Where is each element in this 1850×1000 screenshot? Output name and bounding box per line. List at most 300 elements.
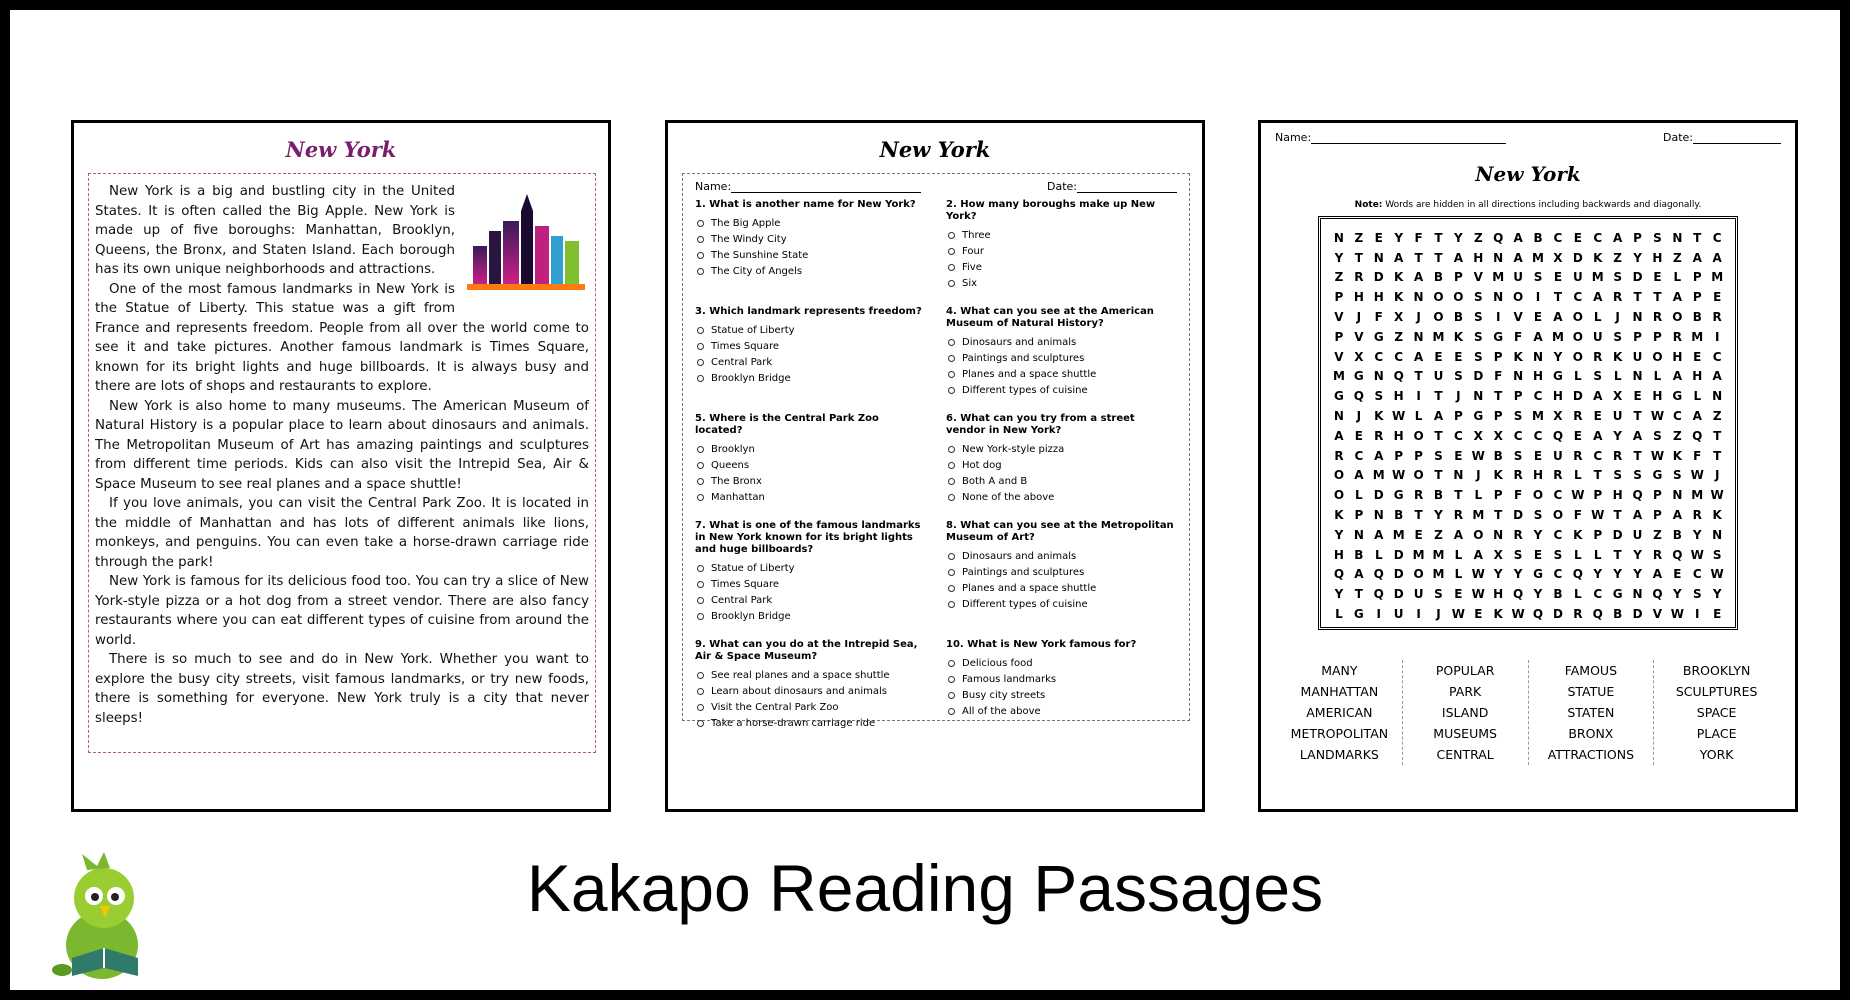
grid-letter[interactable]: A bbox=[1473, 547, 1483, 562]
grid-letter[interactable]: Y bbox=[1633, 567, 1642, 582]
grid-letter[interactable]: B bbox=[1394, 508, 1404, 523]
grid-letter[interactable]: S bbox=[1653, 230, 1662, 245]
grid-letter[interactable]: T bbox=[1414, 250, 1423, 265]
answer-option[interactable]: Famous landmarks bbox=[948, 674, 1177, 686]
grid-letter[interactable]: P bbox=[1633, 230, 1642, 245]
grid-letter[interactable]: V bbox=[1354, 329, 1364, 344]
grid-letter[interactable]: W bbox=[1650, 448, 1665, 463]
grid-letter[interactable]: Y bbox=[1553, 349, 1563, 364]
grid-letter[interactable]: M bbox=[1492, 270, 1505, 285]
grid-letter[interactable]: U bbox=[1572, 270, 1583, 285]
grid-letter[interactable]: W bbox=[1392, 468, 1406, 483]
grid-letter[interactable]: O bbox=[1572, 349, 1583, 364]
grid-letter[interactable]: C bbox=[1573, 290, 1583, 305]
grid-letter[interactable]: H bbox=[1532, 369, 1544, 384]
grid-letter[interactable]: N bbox=[1353, 527, 1364, 542]
grid-letter[interactable]: J bbox=[1615, 310, 1620, 325]
grid-letter[interactable]: Z bbox=[1354, 230, 1364, 245]
grid-letter[interactable]: Y bbox=[1493, 567, 1503, 582]
grid-letter[interactable]: Y bbox=[1513, 567, 1523, 582]
grid-letter[interactable]: Y bbox=[1334, 527, 1344, 542]
grid-letter[interactable]: A bbox=[1712, 250, 1722, 265]
grid-letter[interactable]: K bbox=[1374, 409, 1384, 424]
grid-letter[interactable]: H bbox=[1393, 428, 1404, 443]
grid-letter[interactable]: B bbox=[1692, 310, 1702, 325]
grid-letter[interactable]: S bbox=[1633, 468, 1642, 483]
grid-letter[interactable]: M bbox=[1532, 250, 1544, 265]
grid-letter[interactable]: R bbox=[1712, 310, 1722, 325]
grid-letter[interactable]: A bbox=[1354, 468, 1364, 483]
grid-letter[interactable]: T bbox=[1633, 290, 1642, 305]
grid-letter[interactable]: X bbox=[1613, 389, 1623, 404]
grid-letter[interactable]: W bbox=[1451, 607, 1466, 622]
answer-option[interactable]: Four bbox=[948, 246, 1177, 258]
grid-letter[interactable]: A bbox=[1433, 409, 1444, 424]
grid-letter[interactable]: N bbox=[1672, 488, 1683, 503]
grid-letter[interactable]: A bbox=[1652, 567, 1663, 582]
grid-letter[interactable]: A bbox=[1593, 290, 1603, 305]
grid-letter[interactable]: T bbox=[1494, 389, 1503, 404]
grid-letter[interactable]: I bbox=[1416, 389, 1421, 404]
grid-letter[interactable]: C bbox=[1513, 428, 1523, 443]
grid-letter[interactable]: N bbox=[1413, 290, 1424, 305]
grid-letter[interactable]: A bbox=[1513, 230, 1523, 245]
grid-letter[interactable]: Q bbox=[1513, 587, 1524, 602]
grid-letter[interactable]: I bbox=[1376, 607, 1381, 622]
grid-letter[interactable]: O bbox=[1413, 428, 1424, 443]
grid-letter[interactable]: Y bbox=[1613, 428, 1622, 443]
grid-letter[interactable]: R bbox=[1513, 468, 1523, 483]
answer-option[interactable]: Dinosaurs and animals bbox=[948, 337, 1177, 349]
grid-letter[interactable]: X bbox=[1493, 428, 1503, 443]
grid-letter[interactable]: U bbox=[1393, 607, 1404, 622]
grid-letter[interactable]: S bbox=[1513, 409, 1523, 424]
answer-option[interactable]: The City of Angels bbox=[697, 266, 926, 278]
grid-letter[interactable]: B bbox=[1433, 270, 1444, 285]
grid-letter[interactable]: F bbox=[1514, 329, 1523, 344]
grid-letter[interactable]: N bbox=[1672, 230, 1683, 245]
grid-letter[interactable]: R bbox=[1613, 290, 1623, 305]
grid-letter[interactable]: K bbox=[1394, 270, 1404, 285]
grid-letter[interactable]: H bbox=[1393, 389, 1404, 404]
grid-letter[interactable]: I bbox=[1714, 329, 1720, 344]
grid-letter[interactable]: T bbox=[1613, 547, 1622, 562]
answer-option[interactable]: Brooklyn bbox=[697, 444, 926, 456]
grid-letter[interactable]: T bbox=[1633, 448, 1642, 463]
answer-option[interactable]: Different types of cuisine bbox=[948, 599, 1177, 611]
grid-letter[interactable]: K bbox=[1593, 250, 1603, 265]
grid-letter[interactable]: G bbox=[1473, 409, 1484, 424]
grid-letter[interactable]: Q bbox=[1333, 567, 1345, 582]
grid-letter[interactable]: D bbox=[1632, 607, 1643, 622]
grid-letter[interactable]: S bbox=[1593, 369, 1603, 384]
grid-letter[interactable]: S bbox=[1712, 547, 1722, 562]
grid-letter[interactable]: M bbox=[1432, 329, 1445, 344]
grid-letter[interactable]: A bbox=[1413, 270, 1424, 285]
grid-letter[interactable]: J bbox=[1436, 607, 1441, 622]
grid-letter[interactable]: H bbox=[1552, 389, 1563, 404]
grid-letter[interactable]: W bbox=[1591, 508, 1605, 523]
grid-letter[interactable]: T bbox=[1434, 428, 1443, 443]
name-line[interactable] bbox=[731, 192, 921, 193]
grid-letter[interactable]: C bbox=[1593, 587, 1603, 602]
grid-letter[interactable]: H bbox=[1692, 369, 1703, 384]
grid-letter[interactable]: F bbox=[1414, 230, 1423, 245]
grid-letter[interactable]: Y bbox=[1613, 567, 1622, 582]
grid-letter[interactable]: O bbox=[1433, 290, 1444, 305]
grid-letter[interactable]: A bbox=[1334, 428, 1344, 443]
grid-letter[interactable]: Y bbox=[1454, 230, 1463, 245]
grid-letter[interactable]: L bbox=[1335, 607, 1343, 622]
grid-letter[interactable]: R bbox=[1613, 448, 1623, 463]
grid-letter[interactable]: T bbox=[1693, 230, 1702, 245]
grid-letter[interactable]: W bbox=[1690, 547, 1704, 562]
grid-letter[interactable]: Q bbox=[1652, 587, 1663, 602]
grid-letter[interactable]: A bbox=[1374, 448, 1384, 463]
grid-letter[interactable]: V bbox=[1334, 349, 1344, 364]
grid-letter[interactable]: O bbox=[1532, 488, 1544, 503]
answer-option[interactable]: Six bbox=[948, 278, 1177, 290]
grid-letter[interactable]: O bbox=[1572, 310, 1583, 325]
grid-letter[interactable]: P bbox=[1653, 508, 1662, 523]
grid-letter[interactable]: U bbox=[1592, 329, 1603, 344]
grid-letter[interactable]: R bbox=[1553, 468, 1563, 483]
grid-letter[interactable]: C bbox=[1533, 389, 1543, 404]
grid-letter[interactable]: P bbox=[1493, 409, 1503, 424]
grid-letter[interactable]: W bbox=[1670, 607, 1684, 622]
grid-letter[interactable]: A bbox=[1632, 428, 1643, 443]
grid-letter[interactable]: C bbox=[1453, 428, 1463, 443]
answer-option[interactable]: Times Square bbox=[697, 341, 926, 353]
answer-option[interactable]: Paintings and sculptures bbox=[948, 353, 1177, 365]
grid-letter[interactable]: W bbox=[1511, 607, 1525, 622]
grid-letter[interactable]: O bbox=[1513, 290, 1524, 305]
grid-letter[interactable]: E bbox=[1354, 428, 1363, 443]
grid-letter[interactable]: N bbox=[1333, 230, 1344, 245]
answer-option[interactable]: The Windy City bbox=[697, 234, 926, 246]
grid-letter[interactable]: W bbox=[1392, 409, 1406, 424]
grid-letter[interactable]: S bbox=[1533, 508, 1543, 523]
grid-letter[interactable]: R bbox=[1413, 488, 1424, 503]
grid-letter[interactable]: M bbox=[1432, 547, 1445, 562]
grid-letter[interactable]: P bbox=[1334, 290, 1344, 305]
grid-letter[interactable]: V bbox=[1513, 310, 1523, 325]
grid-letter[interactable]: N bbox=[1513, 369, 1524, 384]
grid-letter[interactable]: H bbox=[1333, 547, 1344, 562]
grid-letter[interactable]: V bbox=[1473, 270, 1483, 285]
grid-letter[interactable]: S bbox=[1613, 270, 1622, 285]
grid-letter[interactable]: P bbox=[1653, 329, 1662, 344]
answer-option[interactable]: Statue of Liberty bbox=[697, 563, 926, 575]
grid-letter[interactable]: W bbox=[1571, 488, 1585, 503]
grid-letter[interactable]: E bbox=[1454, 448, 1463, 463]
grid-letter[interactable]: U bbox=[1553, 448, 1563, 463]
grid-letter[interactable]: W bbox=[1471, 448, 1485, 463]
grid-letter[interactable]: E bbox=[1713, 607, 1722, 622]
grid-letter[interactable]: A bbox=[1672, 508, 1682, 523]
grid-letter[interactable]: M bbox=[1332, 369, 1345, 384]
grid-letter[interactable]: Q bbox=[1692, 428, 1703, 443]
grid-letter[interactable]: D bbox=[1393, 547, 1404, 562]
grid-letter[interactable]: Y bbox=[1334, 587, 1344, 602]
grid-letter[interactable]: L bbox=[1593, 547, 1602, 562]
grid-letter[interactable]: A bbox=[1672, 290, 1682, 305]
grid-letter[interactable]: E bbox=[1454, 587, 1463, 602]
grid-letter[interactable]: T bbox=[1454, 488, 1463, 503]
answer-option[interactable]: Central Park bbox=[697, 595, 926, 607]
grid-letter[interactable]: A bbox=[1692, 250, 1702, 265]
date-line[interactable] bbox=[1693, 143, 1781, 144]
grid-letter[interactable]: M bbox=[1532, 409, 1544, 424]
grid-letter[interactable]: J bbox=[1416, 310, 1421, 325]
answer-option[interactable]: Visit the Central Park Zoo bbox=[697, 702, 926, 714]
grid-letter[interactable]: T bbox=[1434, 468, 1443, 483]
grid-letter[interactable]: J bbox=[1714, 468, 1720, 483]
answer-option[interactable]: Dinosaurs and animals bbox=[948, 551, 1177, 563]
grid-letter[interactable]: O bbox=[1433, 310, 1444, 325]
grid-letter[interactable]: J bbox=[1456, 389, 1461, 404]
grid-letter[interactable]: X bbox=[1553, 250, 1563, 265]
answer-option[interactable]: Brooklyn Bridge bbox=[697, 373, 926, 385]
grid-letter[interactable]: O bbox=[1552, 508, 1564, 523]
grid-letter[interactable]: A bbox=[1453, 527, 1464, 542]
grid-letter[interactable]: O bbox=[1473, 527, 1484, 542]
grid-letter[interactable]: S bbox=[1434, 587, 1443, 602]
grid-letter[interactable]: K bbox=[1394, 290, 1404, 305]
grid-letter[interactable]: S bbox=[1473, 349, 1483, 364]
grid-letter[interactable]: N bbox=[1373, 508, 1384, 523]
grid-letter[interactable]: F bbox=[1514, 488, 1523, 503]
grid-letter[interactable]: C bbox=[1533, 428, 1543, 443]
grid-letter[interactable]: T bbox=[1434, 389, 1443, 404]
grid-letter[interactable]: P bbox=[1493, 349, 1503, 364]
grid-letter[interactable]: I bbox=[1535, 290, 1541, 305]
grid-letter[interactable]: M bbox=[1691, 488, 1704, 503]
answer-option[interactable]: None of the above bbox=[948, 492, 1177, 504]
answer-option[interactable]: Busy city streets bbox=[948, 690, 1177, 702]
grid-letter[interactable]: Y bbox=[1633, 250, 1642, 265]
grid-letter[interactable]: D bbox=[1373, 270, 1384, 285]
grid-letter[interactable]: U bbox=[1433, 369, 1444, 384]
grid-letter[interactable]: T bbox=[1434, 250, 1443, 265]
answer-option[interactable]: Paintings and sculptures bbox=[948, 567, 1177, 579]
grid-letter[interactable]: E bbox=[1374, 230, 1383, 245]
grid-letter[interactable]: V bbox=[1652, 607, 1663, 622]
answer-option[interactable]: Planes and a space shuttle bbox=[948, 369, 1177, 381]
grid-letter[interactable]: R bbox=[1573, 448, 1583, 463]
grid-letter[interactable]: Z bbox=[1673, 250, 1682, 265]
grid-letter[interactable]: T bbox=[1613, 508, 1622, 523]
grid-letter[interactable]: V bbox=[1334, 310, 1344, 325]
grid-letter[interactable]: T bbox=[1354, 587, 1363, 602]
date-line[interactable] bbox=[1077, 192, 1177, 193]
grid-letter[interactable]: S bbox=[1473, 310, 1483, 325]
grid-letter[interactable]: N bbox=[1632, 310, 1643, 325]
grid-letter[interactable]: P bbox=[1593, 527, 1603, 542]
grid-letter[interactable]: S bbox=[1454, 369, 1463, 384]
grid-letter[interactable]: E bbox=[1713, 290, 1722, 305]
grid-letter[interactable]: T bbox=[1633, 409, 1642, 424]
grid-letter[interactable]: T bbox=[1593, 468, 1602, 483]
grid-letter[interactable]: E bbox=[1573, 428, 1582, 443]
grid-letter[interactable]: C bbox=[1712, 349, 1722, 364]
answer-option[interactable]: Planes and a space shuttle bbox=[948, 583, 1177, 595]
grid-letter[interactable]: W bbox=[1471, 567, 1485, 582]
grid-letter[interactable]: L bbox=[1454, 547, 1463, 562]
answer-option[interactable]: Brooklyn Bridge bbox=[697, 611, 926, 623]
grid-letter[interactable]: Y bbox=[1692, 527, 1702, 542]
grid-letter[interactable]: N bbox=[1453, 468, 1464, 483]
grid-letter[interactable]: X bbox=[1394, 310, 1404, 325]
answer-option[interactable]: Five bbox=[948, 262, 1177, 274]
grid-letter[interactable]: P bbox=[1334, 329, 1344, 344]
grid-letter[interactable]: M bbox=[1392, 527, 1405, 542]
grid-letter[interactable]: O bbox=[1333, 488, 1345, 503]
grid-letter[interactable]: T bbox=[1553, 290, 1563, 305]
grid-letter[interactable]: L bbox=[1593, 310, 1602, 325]
grid-letter[interactable]: R bbox=[1453, 508, 1464, 523]
grid-letter[interactable]: N bbox=[1413, 329, 1424, 344]
grid-letter[interactable]: A bbox=[1413, 349, 1424, 364]
grid-letter[interactable]: Q bbox=[1592, 607, 1603, 622]
grid-letter[interactable]: B bbox=[1553, 587, 1563, 602]
grid-letter[interactable]: L bbox=[1574, 468, 1582, 483]
grid-letter[interactable]: T bbox=[1713, 428, 1722, 443]
grid-letter[interactable]: G bbox=[1393, 488, 1404, 503]
grid-letter[interactable]: C bbox=[1593, 230, 1603, 245]
answer-option[interactable]: Manhattan bbox=[697, 492, 926, 504]
answer-option[interactable]: Statue of Liberty bbox=[697, 325, 926, 337]
grid-letter[interactable]: Z bbox=[1712, 409, 1722, 424]
grid-letter[interactable]: O bbox=[1672, 310, 1683, 325]
grid-letter[interactable]: Q bbox=[1532, 607, 1544, 622]
grid-letter[interactable]: B bbox=[1672, 527, 1682, 542]
grid-letter[interactable]: Y bbox=[1673, 587, 1682, 602]
grid-letter[interactable]: K bbox=[1573, 527, 1583, 542]
grid-letter[interactable]: X bbox=[1553, 409, 1563, 424]
grid-letter[interactable]: E bbox=[1533, 310, 1543, 325]
grid-letter[interactable]: O bbox=[1413, 468, 1424, 483]
grid-letter[interactable]: A bbox=[1354, 567, 1364, 582]
grid-letter[interactable]: N bbox=[1333, 409, 1344, 424]
grid-letter[interactable]: Q bbox=[1373, 567, 1384, 582]
grid-letter[interactable]: Q bbox=[1393, 369, 1404, 384]
grid-letter[interactable]: J bbox=[1356, 409, 1362, 424]
grid-letter[interactable]: S bbox=[1653, 428, 1662, 443]
grid-letter[interactable]: M bbox=[1412, 547, 1425, 562]
grid-letter[interactable]: C bbox=[1553, 230, 1563, 245]
grid-letter[interactable]: Z bbox=[1653, 527, 1662, 542]
grid-letter[interactable]: D bbox=[1612, 527, 1623, 542]
grid-letter[interactable]: Z bbox=[1673, 428, 1682, 443]
grid-letter[interactable]: A bbox=[1453, 250, 1464, 265]
grid-letter[interactable]: C bbox=[1553, 567, 1563, 582]
grid-letter[interactable]: S bbox=[1692, 587, 1702, 602]
grid-letter[interactable]: M bbox=[1711, 270, 1724, 285]
grid-letter[interactable]: W bbox=[1650, 409, 1665, 424]
grid-letter[interactable]: L bbox=[1693, 389, 1702, 404]
grid-letter[interactable]: H bbox=[1532, 468, 1544, 483]
answer-option[interactable]: Delicious food bbox=[948, 658, 1177, 670]
grid-letter[interactable]: G bbox=[1373, 329, 1384, 344]
grid-letter[interactable]: Z bbox=[1394, 329, 1404, 344]
grid-letter[interactable]: C bbox=[1374, 349, 1384, 364]
answer-option[interactable]: Take a horse-drawn carriage ride bbox=[697, 718, 926, 730]
grid-letter[interactable]: E bbox=[1414, 527, 1423, 542]
grid-letter[interactable]: S bbox=[1473, 329, 1483, 344]
grid-letter[interactable]: M bbox=[1472, 508, 1485, 523]
grid-letter[interactable]: L bbox=[1574, 587, 1582, 602]
answer-option[interactable]: Different types of cuisine bbox=[948, 385, 1177, 397]
grid-letter[interactable]: A bbox=[1374, 527, 1384, 542]
answer-option[interactable]: Three bbox=[948, 230, 1177, 242]
grid-letter[interactable]: G bbox=[1493, 329, 1504, 344]
grid-letter[interactable]: E bbox=[1474, 607, 1483, 622]
grid-letter[interactable]: B bbox=[1493, 448, 1503, 463]
grid-letter[interactable]: Q bbox=[1493, 230, 1504, 245]
grid-letter[interactable]: G bbox=[1353, 607, 1364, 622]
name-line[interactable] bbox=[1311, 143, 1506, 144]
grid-letter[interactable]: P bbox=[1414, 448, 1423, 463]
grid-letter[interactable]: S bbox=[1553, 547, 1563, 562]
grid-letter[interactable]: W bbox=[1710, 488, 1724, 503]
grid-letter[interactable]: T bbox=[1494, 508, 1503, 523]
grid-letter[interactable]: H bbox=[1353, 290, 1364, 305]
grid-letter[interactable]: Y bbox=[1434, 508, 1443, 523]
answer-option[interactable]: Hot dog bbox=[948, 460, 1177, 472]
grid-letter[interactable]: I bbox=[1495, 310, 1501, 325]
grid-letter[interactable]: P bbox=[1653, 488, 1662, 503]
grid-letter[interactable]: G bbox=[1672, 389, 1683, 404]
grid-letter[interactable]: D bbox=[1632, 270, 1643, 285]
answer-option[interactable]: The Sunshine State bbox=[697, 250, 926, 262]
grid-letter[interactable]: C bbox=[1692, 567, 1702, 582]
grid-letter[interactable]: C bbox=[1553, 488, 1563, 503]
grid-letter[interactable]: G bbox=[1533, 567, 1543, 582]
grid-letter[interactable]: W bbox=[1690, 468, 1704, 483]
grid-letter[interactable]: A bbox=[1593, 389, 1603, 404]
grid-letter[interactable]: E bbox=[1454, 349, 1463, 364]
grid-letter[interactable]: P bbox=[1633, 329, 1642, 344]
grid-letter[interactable]: R bbox=[1672, 329, 1682, 344]
grid-letter[interactable]: Y bbox=[1633, 547, 1642, 562]
grid-letter[interactable]: D bbox=[1473, 369, 1484, 384]
grid-letter[interactable]: S bbox=[1613, 468, 1622, 483]
grid-letter[interactable]: R bbox=[1573, 607, 1583, 622]
grid-letter[interactable]: S bbox=[1533, 270, 1543, 285]
grid-letter[interactable]: Q bbox=[1373, 587, 1384, 602]
grid-letter[interactable]: T bbox=[1713, 448, 1722, 463]
grid-letter[interactable]: O bbox=[1652, 349, 1663, 364]
grid-letter[interactable]: O bbox=[1333, 468, 1345, 483]
grid-letter[interactable]: H bbox=[1652, 389, 1663, 404]
grid-letter[interactable]: W bbox=[1710, 567, 1724, 582]
grid-letter[interactable]: L bbox=[1574, 547, 1582, 562]
grid-letter[interactable]: N bbox=[1493, 290, 1504, 305]
grid-letter[interactable]: D bbox=[1393, 567, 1404, 582]
grid-letter[interactable]: G bbox=[1552, 369, 1563, 384]
grid-letter[interactable]: A bbox=[1672, 369, 1682, 384]
grid-letter[interactable]: P bbox=[1692, 270, 1702, 285]
grid-letter[interactable]: R bbox=[1652, 547, 1663, 562]
grid-letter[interactable]: L bbox=[1574, 369, 1582, 384]
answer-option[interactable]: Central Park bbox=[697, 357, 926, 369]
grid-letter[interactable]: U bbox=[1413, 587, 1424, 602]
grid-letter[interactable]: C bbox=[1593, 448, 1603, 463]
grid-letter[interactable]: T bbox=[1414, 508, 1423, 523]
grid-letter[interactable]: N bbox=[1373, 369, 1384, 384]
grid-letter[interactable]: W bbox=[1471, 587, 1485, 602]
